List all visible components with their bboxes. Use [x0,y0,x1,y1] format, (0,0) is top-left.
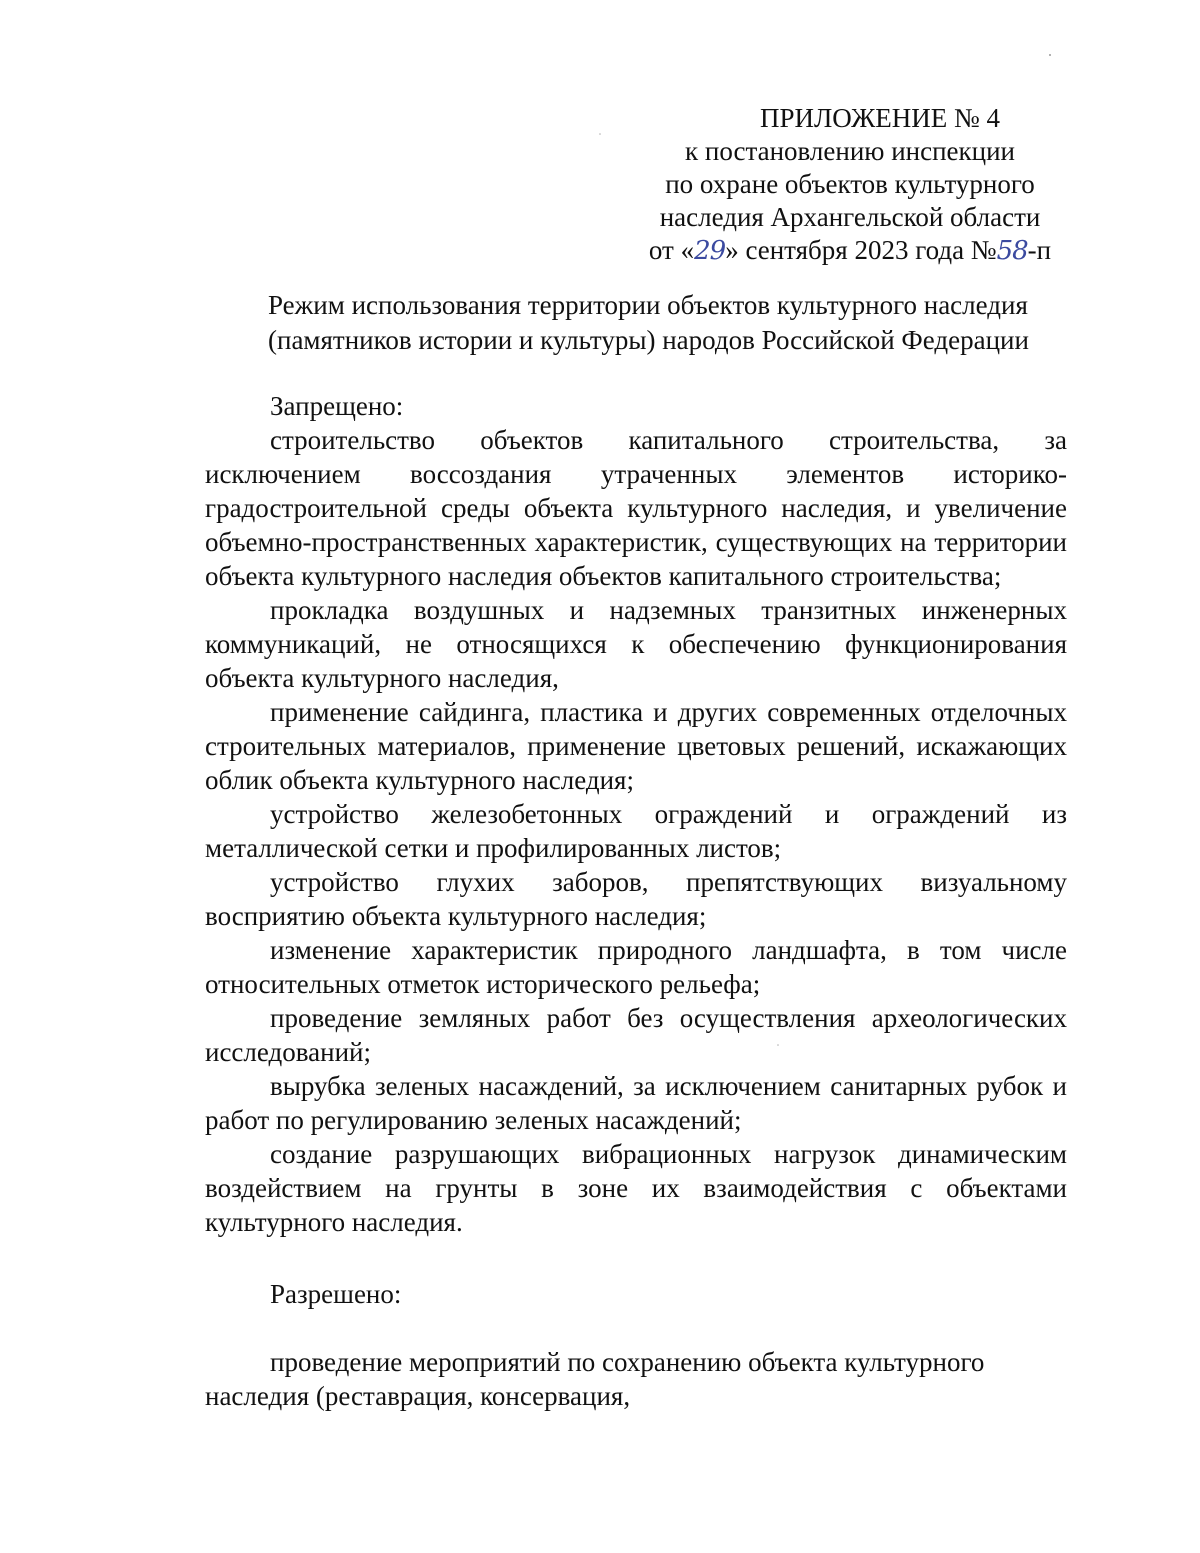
permitted-heading: Разрешено: [270,1279,402,1309]
permitted-item: проведение мероприятий по сохранению объекта культурного наследия (реставрация, консервация, [205,1347,985,1411]
date-prefix: от « [648,235,695,265]
permitted-list [205,1345,1067,1413]
prohibited-heading: Запрещено: [270,391,404,421]
prohibited-item: вырубка зеленых насаждений, за исключением санитарных рубок и работ по регулированию зеленых насаждений; [205,1071,1067,1135]
prohibited-item: прокладка воздушных и надземных транзитных инженерных коммуникаций, не относящихся к обеспечению функционирования объекта культурного наследия, [205,595,1067,693]
document-title-line-1: Режим использования территории объектов культурного наследия [268,290,1028,320]
appendix-line-1: к постановлению инспекции [685,136,1015,166]
document-title [205,288,1065,358]
appendix-header [600,102,1100,268]
prohibited-item: проведение земляных работ без осуществления археологических исследований; [205,1003,1067,1067]
appendix-line-2: по охране объектов культурного [665,169,1035,199]
prohibited-list [205,423,1067,1239]
prohibited-item: создание разрушающих вибрационных нагрузок динамическим воздействием на грунты в зоне их взаимодействия с объектами культурного наследия. [205,1139,1067,1237]
prohibited-item: устройство глухих заборов, препятствующих визуальному восприятию объекта культурного наследия; [205,867,1067,931]
prohibited-item: строительство объектов капитального строительства, за исключением воссоздания утраченных элементов историко-градостроительной среды объекта культурного наследия, и увеличение объемно-пространственных характеристик, существующих на территории объекта культурного наследия объектов капитального строительства; [205,425,1067,591]
appendix-title: ПРИЛОЖЕНИЕ № 4 [759,103,1001,133]
handwritten-doc-number: 58 [996,236,1028,266]
prohibited-item: устройство железобетонных ограждений и ограждений из металлической сетки и профилированных листов; [205,799,1067,863]
handwritten-day: 29 [694,236,726,266]
doc-suffix: -п [1027,235,1052,265]
prohibited-item: применение сайдинга, пластика и других современных отделочных строительных материалов, применение цветовых решений, искажающих облик объекта культурного наследия; [205,697,1067,795]
appendix-line-3: наследия Архангельской области [659,202,1041,232]
date-middle: » сентября 2023 года № [725,235,997,265]
document-title-line-2: (памятников истории и культуры) народов Российской Федерации [268,325,1029,355]
appendix-date-line [600,234,1100,268]
prohibited-item: изменение характеристик природного ландшафта, в том числе относительных отметок исторического рельефа; [205,935,1067,999]
